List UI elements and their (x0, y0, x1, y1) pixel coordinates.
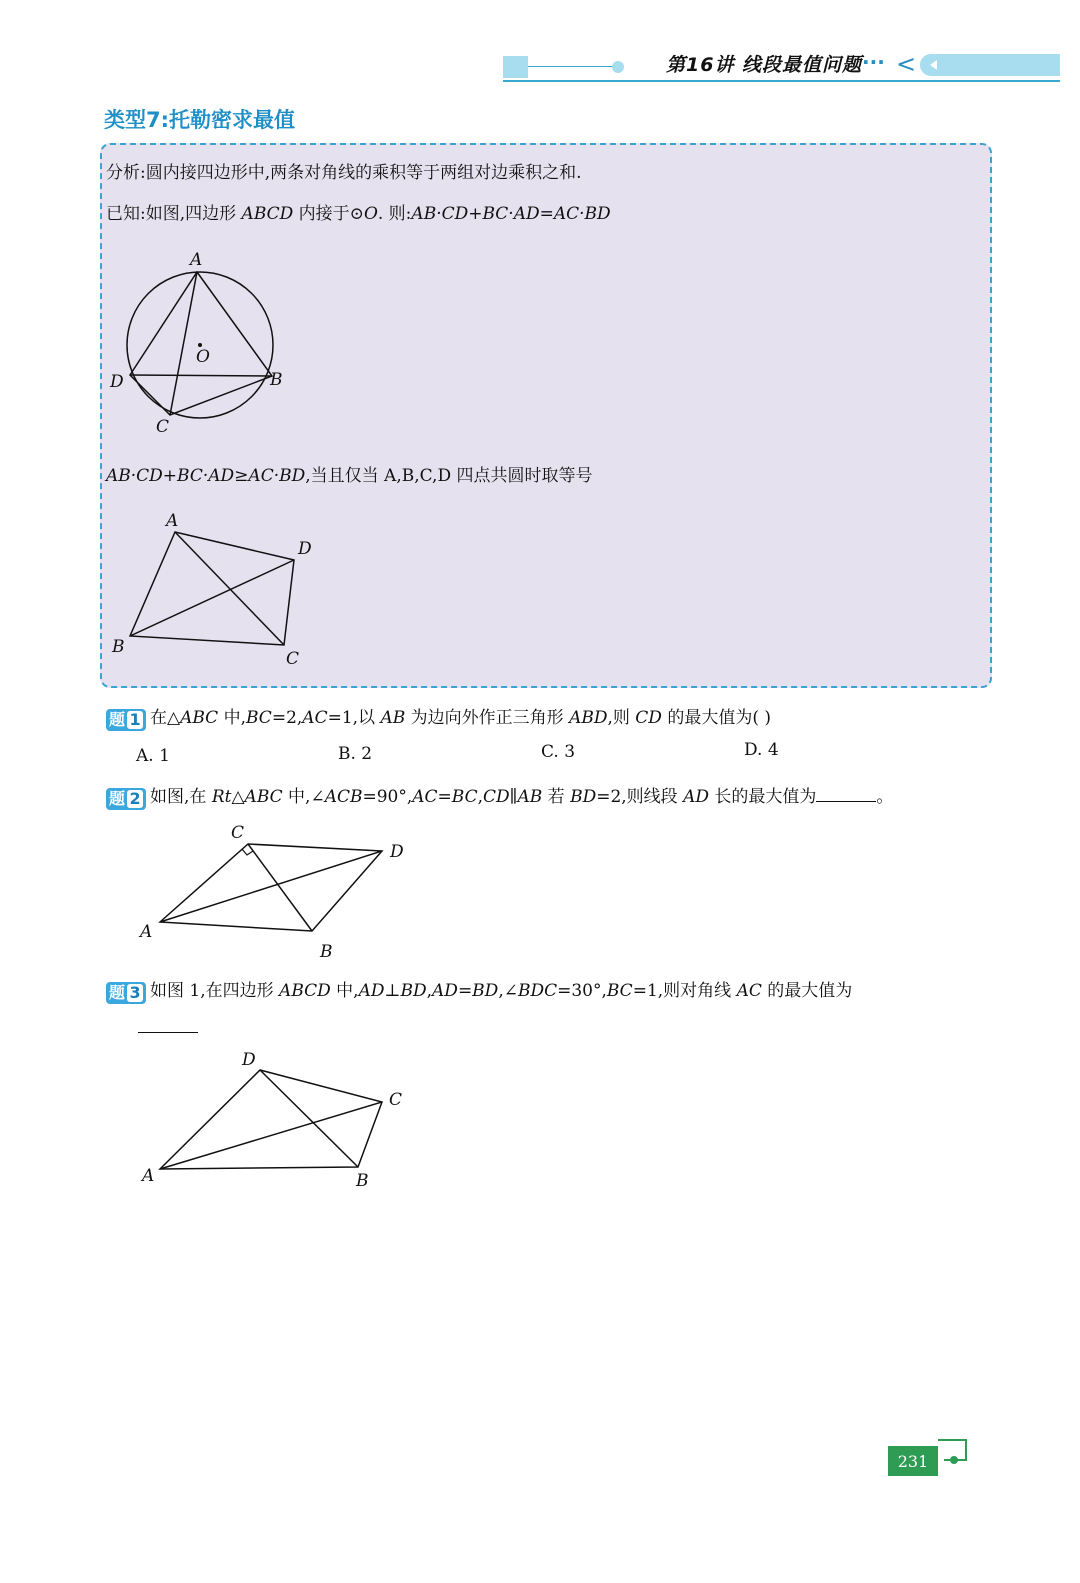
known-circle: O (363, 204, 378, 224)
label-o: O (196, 347, 210, 367)
answer-blank-3 (138, 1032, 198, 1033)
figure-question-3 (130, 1045, 420, 1195)
label-c: C (156, 417, 170, 437)
page-number: 231 (888, 1446, 938, 1476)
label-c-3: C (231, 823, 245, 843)
figure-cyclic-quadrilateral (100, 245, 300, 440)
question-1: 题 1 在△ABC 中,BC=2,AC=1,以 AB 为边向外作正三角形 ABD,则 CD 的最大值为( ) (106, 703, 771, 729)
chapter-title: 第16讲 线段最值问题 (666, 54, 863, 76)
right-angle-mark (242, 849, 253, 855)
label-d-4: D (242, 1050, 256, 1070)
label-c-4: C (389, 1090, 403, 1110)
inequality-statement (106, 461, 592, 486)
known-formula: AB·CD+BC·AD=AC·BD (411, 204, 611, 224)
label-a-2: A (166, 511, 179, 531)
question-badge: 题 2 (106, 788, 146, 810)
quad-acdb (160, 844, 382, 931)
quad-adcb (160, 1070, 382, 1169)
label-a: A (190, 250, 203, 270)
answer-blank (816, 787, 876, 802)
option-c: C. 3 (541, 742, 576, 762)
label-a-3: A (140, 922, 153, 942)
quad-abcd-2 (130, 532, 294, 645)
known-then: . 则: (377, 204, 412, 224)
option-a: A. 1 (136, 746, 170, 766)
known-quad: ABCD (241, 204, 294, 224)
section-title: 类型7:托勒密求最值 (104, 108, 296, 132)
header-decor-dot (612, 61, 624, 73)
known-statement (106, 199, 611, 224)
diagonal-ac-2 (175, 532, 284, 645)
diagonal-bd (130, 375, 272, 376)
chevron-left-icon: < (896, 50, 917, 78)
triangle-left-icon (930, 60, 937, 70)
known-mid: 内接于⊙ (293, 204, 364, 224)
known-prefix: 已知:如图,四边形 (106, 204, 242, 224)
label-b-3: B (320, 942, 333, 962)
label-b-2: B (112, 637, 125, 657)
segment-db (260, 1070, 358, 1167)
header-decor-pill (920, 54, 1060, 76)
option-d: D. 4 (744, 740, 779, 760)
analysis-text: 分析:圆内接四边形中,两条对角线的乘积等于两组对边乘积之和. (106, 163, 582, 183)
segment-ad (160, 851, 382, 922)
label-a-4: A (142, 1166, 155, 1186)
figure-question-2 (130, 820, 420, 965)
label-b-4: B (356, 1171, 369, 1191)
label-d-3: D (390, 842, 404, 862)
ineq-formula: AB·CD+BC·AD≥AC·BD (106, 466, 306, 486)
question-badge: 题 1 (106, 709, 146, 731)
figure-quadrilateral (100, 508, 330, 673)
question-badge: 题 3 (106, 982, 146, 1004)
label-c-2: C (286, 649, 300, 669)
page-decor-icon (938, 1438, 970, 1474)
header-dots: ··· (862, 50, 885, 74)
header-decor-block (503, 56, 528, 78)
question-3: 题 3 如图 1,在四边形 ABCD 中,AD⊥BD,AD=BD,∠BDC=30°,BC=1,则对角线 AC 的最大值为 (106, 976, 852, 1002)
ineq-text: ,当且仅当 A,B,C,D 四点共圆时取等号 (305, 466, 593, 486)
label-d-2: D (298, 539, 312, 559)
segment-cb (248, 844, 312, 931)
option-b: B. 2 (338, 744, 373, 764)
header-decor-line (528, 66, 618, 67)
header-rule (503, 80, 1060, 82)
question-2: 题 2 如图,在 Rt△ABC 中,∠ACB=90°,AC=BC,CD∥AB 若 BD=2,则线段 AD 长的最大值为 。 (106, 782, 893, 808)
label-b: B (270, 370, 283, 390)
label-d: D (110, 372, 124, 392)
